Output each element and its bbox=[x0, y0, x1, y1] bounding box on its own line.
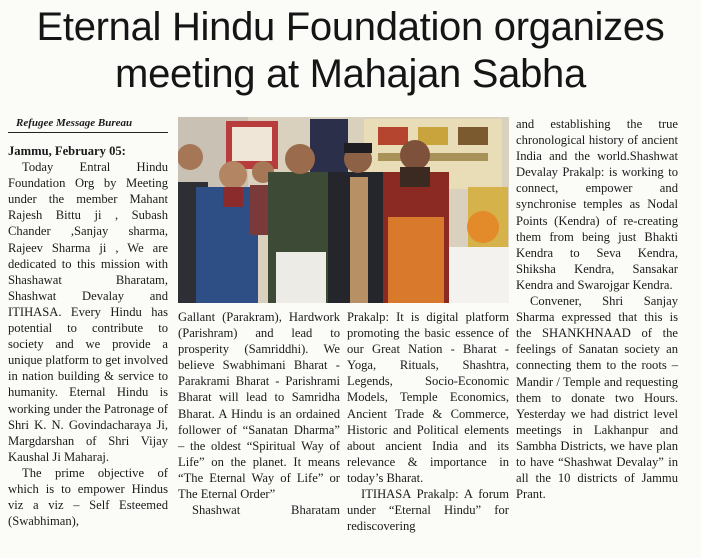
headline-line-1: Eternal Hindu Foundation organizes bbox=[36, 5, 665, 49]
column-4-paragraph-1: and establishing the true chronological history of ancient India and the world.Shashwat Devalay Prakalp: is working to connect, empower and synchronise temples as Nodal Points (Kendra) of re-creating them from being just Bhakti Kendra to Seva Kendra, Shiksha Kendra, Sansakar Kendra and Swarojgar Kendra. bbox=[516, 117, 678, 292]
event-photo-illustration bbox=[178, 117, 509, 303]
column-1-paragraph-2: The prime objective of which is to empower Hindus viz a viz – Self Esteemed (Swabhiman), bbox=[8, 465, 168, 529]
byline-rule bbox=[8, 132, 168, 133]
event-photo bbox=[178, 117, 509, 303]
dateline: Jammu, February 05: bbox=[8, 144, 126, 158]
column-1 bbox=[8, 143, 168, 529]
column-2-paragraph-2: Shashwat Bharatam bbox=[192, 503, 340, 518]
bureau-credit: Refugee Message Bureau bbox=[16, 117, 133, 129]
column-4 bbox=[516, 116, 678, 502]
dateline-paragraph bbox=[8, 143, 168, 465]
column-1-paragraph-1: Today Entral Hindu Foundation Org by Meeting under the member Mahant Rajesh Bittu ji , Subash Chander ,Sanjay sharma, Rajeev Sharma ji , We are dedicated to this mission with Shashawat Bharatam, Shashwat Devalay and ITIHASA. Every Hindu has potential to contribute to society and we provide a unique platform to get involved in nation building & service to humanity. Eternal Hindu is working under the Patronage of Shri K. N. Govindacharaya Ji, Margdarshan of Shri Vijay Kaushal Ji Maharaj. bbox=[8, 160, 168, 464]
column-2 bbox=[178, 309, 340, 518]
column-3-paragraph-2: ITIHASA Prakalp: A forum under “Eternal Hindu” for rediscovering bbox=[347, 487, 509, 534]
column-3-paragraph-1: Prakalp: It is digital platform promoting the basic essence of our Great Nation - Bharat - Yoga, Rituals, Shashtra, Legends, Socio-Economic Models, Temple Economics, Ancient Trade & Commerce, Historic and Political elements about ancient India and its relevance & importance in today’s Bharat. bbox=[347, 310, 509, 485]
headline-line-2: meeting at Mahajan Sabha bbox=[115, 52, 586, 96]
column-2-paragraph-1: Gallant (Parakram), Hardwork (Parishram) and lead to prosperity (Samriddhi). We believe Swabhimani Bharat - Parakrami Bharat - Parishrami Bharat will lead to Samridha Bharat. A Hindu is an ordained follower of “Sanatan Dharma” – the oldest “Spiritual Way of Life” on the planet. It means “The Eternal Way of Life” or The Eternal Order” bbox=[178, 310, 340, 502]
column-4-paragraph-2: Convener, Shri Sanjay Sharma expressed that this is the SHANKHNAAD of the feelings of Sanatan society an connecting them to the roots – Mandir / Temple and requesting them to donate two Hours. Yesterday we had district level meetings in Lakhanpur and Sambha Districts, we have plan to have “Shashwat Devalay” in all the 10 districts of Jammu Prant. bbox=[516, 294, 678, 502]
headline bbox=[8, 4, 693, 98]
column-3 bbox=[347, 309, 509, 534]
